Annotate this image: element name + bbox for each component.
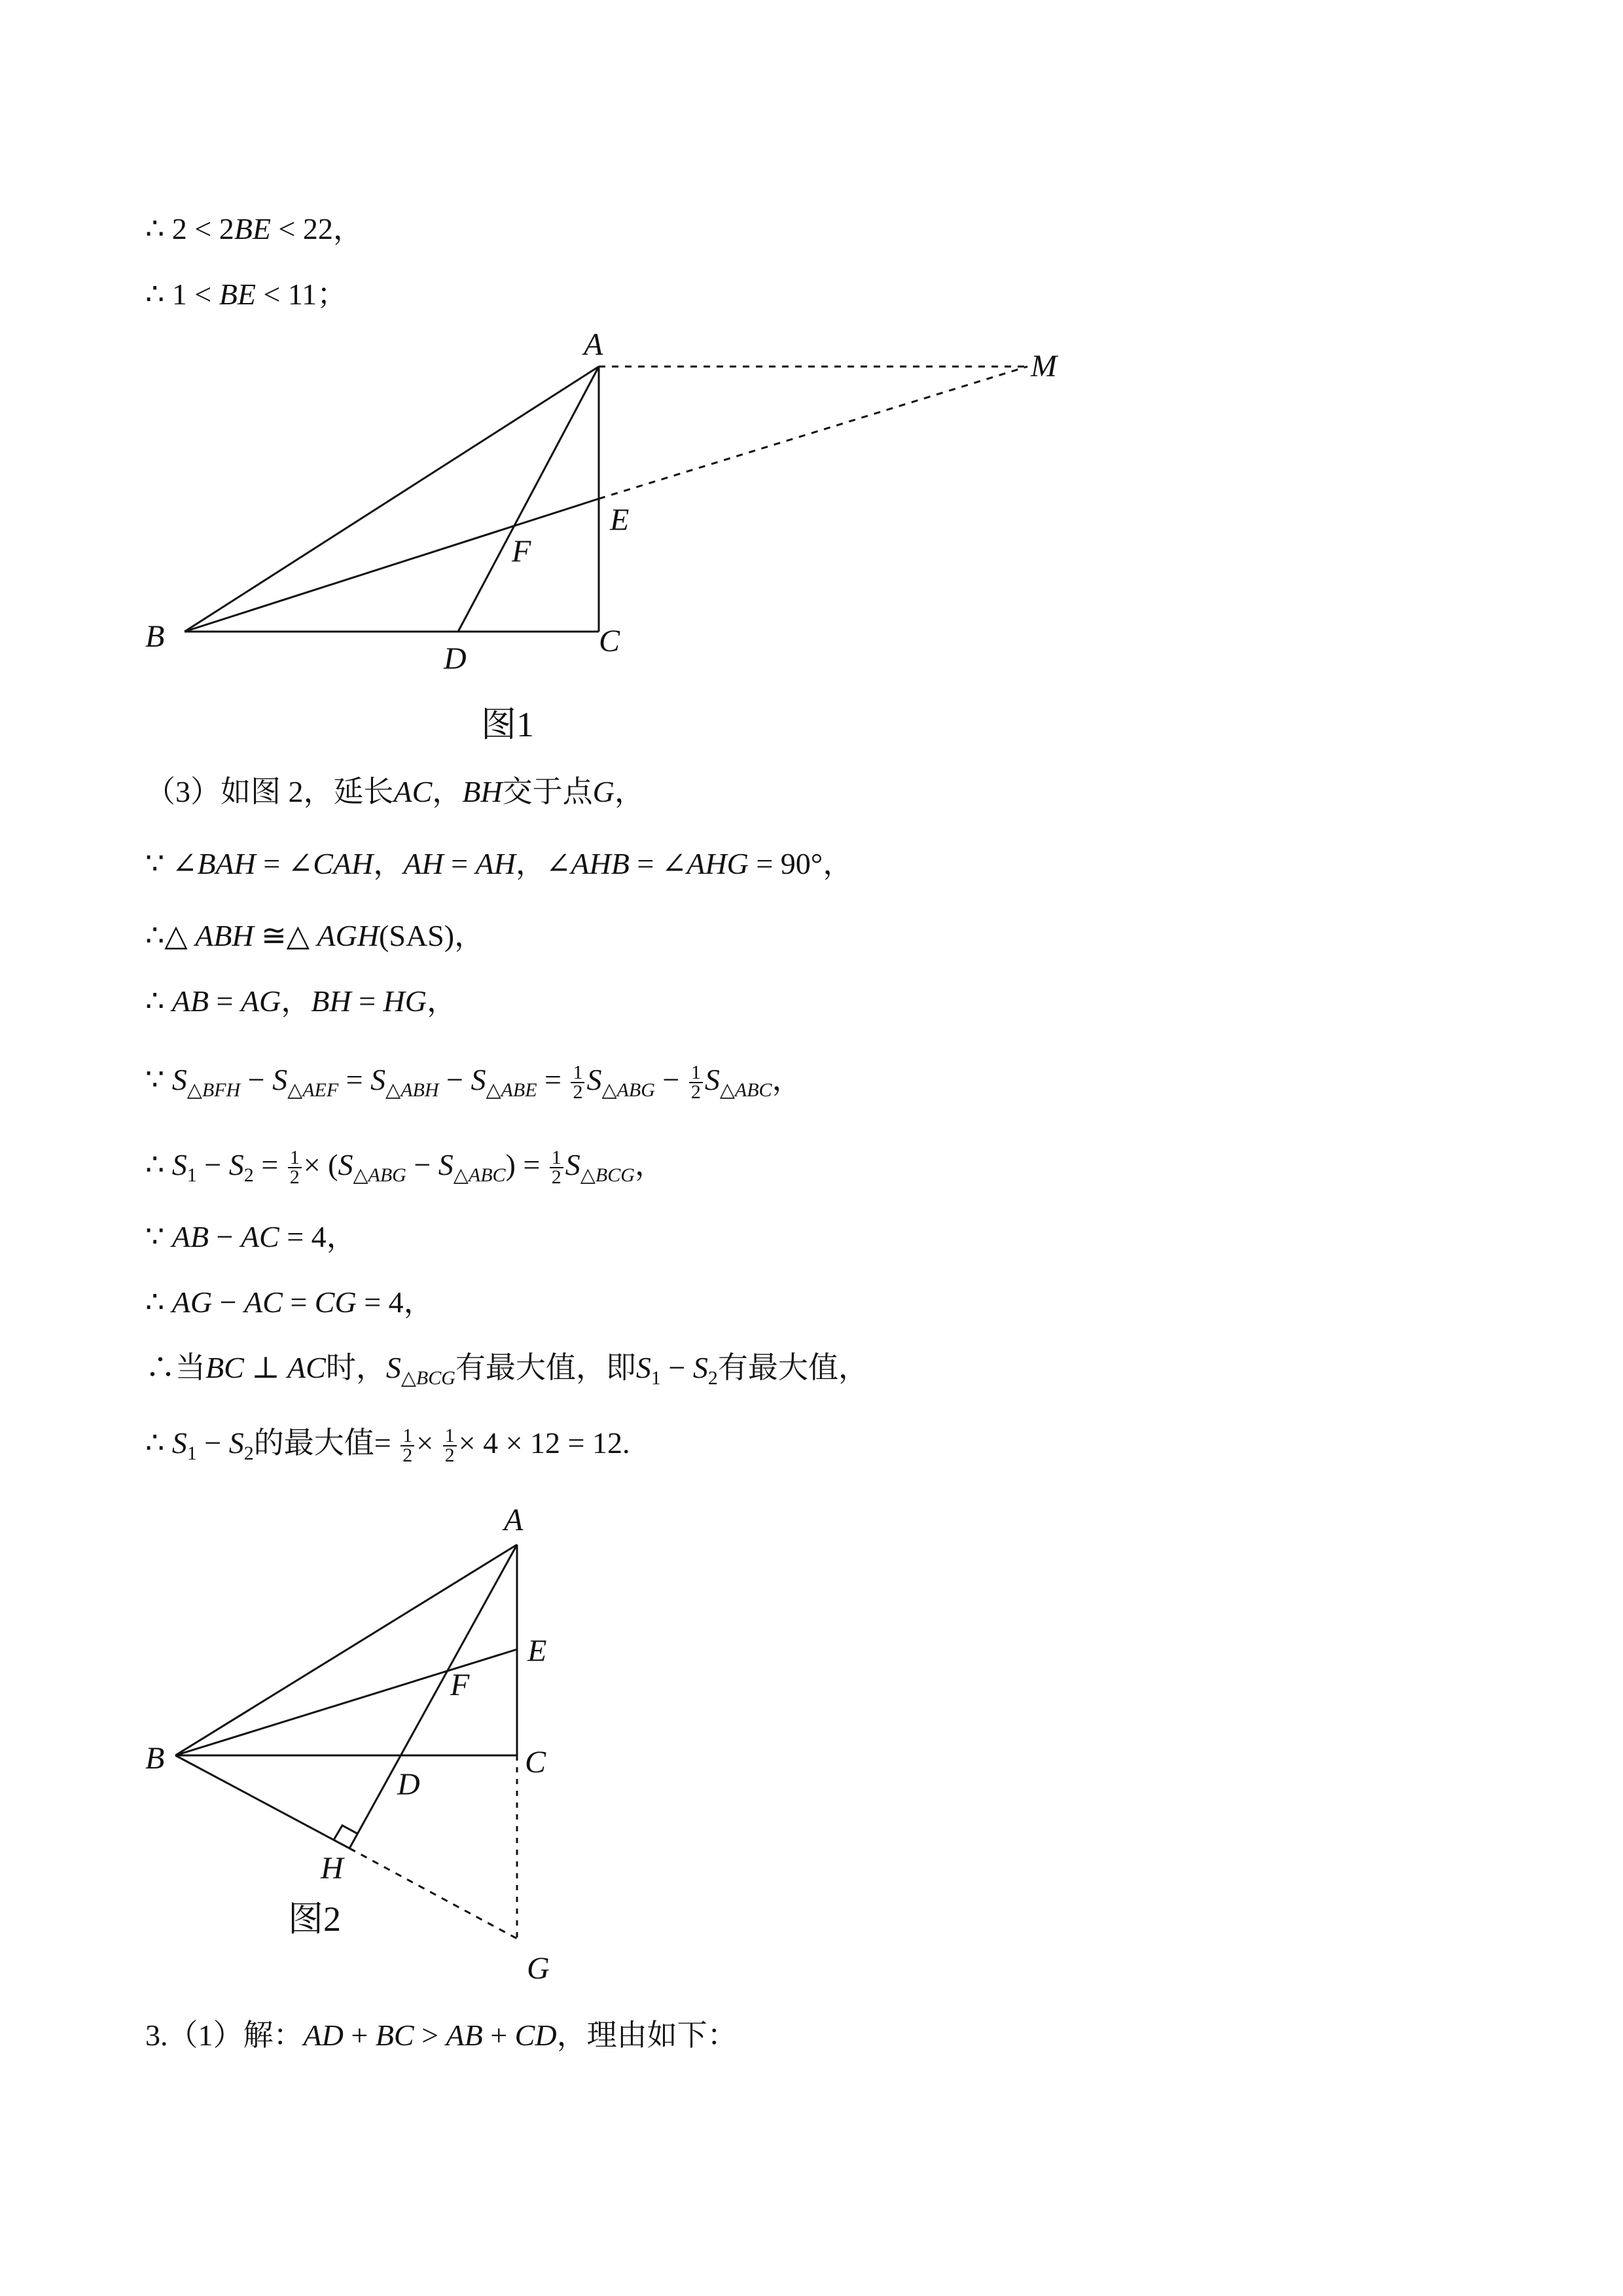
segment-HG	[349, 1848, 517, 1939]
line-1: ∴ 2 < 2BE < 22，	[145, 212, 363, 245]
label-H: H	[321, 1851, 344, 1886]
segment-AB	[185, 367, 599, 632]
line-12: ∴ $S_1 - S_2$的最大值= $\frac{1}{2}$ × $\frac{1}{2}$ × 4 × 12 = 12.	[145, 1425, 630, 1467]
line-2: ∴ 1 < BE < 11；	[145, 278, 348, 311]
figure-1-caption: 图1	[481, 705, 534, 744]
segment-BE	[185, 499, 599, 632]
line-11: ∴当BC ⊥ AC时，$S_{\triangle BCG}$有最大值，即$S_1 - S_2$有最大值，	[145, 1351, 868, 1389]
line-3: （3）如图 2，延长AC，BH交于点G，	[145, 775, 645, 808]
label-B: B	[145, 1741, 165, 1776]
label-D: D	[397, 1767, 420, 1802]
label-E: E	[610, 503, 630, 537]
segment-AD	[458, 367, 599, 632]
line-7: ∵ $S_{\triangle BFH} - S_{\triangle AEF} = S_{\triangle ABH} - S_{\triangle ABE}$ = $\frac{1}{2}$ $S_{\triangle ABG}$ − $\frac{1}{2}$ $S_{\triangle ABC}$，	[145, 1062, 802, 1103]
label-A: A	[504, 1503, 524, 1537]
segment-AH	[349, 1545, 517, 1848]
label-F: F	[512, 534, 531, 569]
line-4: ∵ ∠BAH = ∠CAH，AH = AH，∠AHB = ∠AHG = 90°，	[145, 847, 853, 880]
figure-2-caption: 图2	[288, 1899, 341, 1939]
line-6: ∴ AB = AG，BH = HG，	[145, 984, 457, 1018]
line-5: ∴△ ABH ≅△ AGH(SAS)，	[145, 919, 485, 952]
label-E: E	[527, 1634, 547, 1668]
label-M: M	[1031, 349, 1057, 384]
label-D: D	[444, 641, 467, 676]
label-A: A	[584, 327, 603, 362]
label-C: C	[525, 1745, 546, 1780]
line-8: ∴ $S_1 - S_2$ = $\frac{1}{2}$ × $(S_{\triangle ABG} - S_{\triangle ABC})$ = $\frac{1}{2}$ $S_{\triangle BCG}$，	[145, 1147, 665, 1189]
label-F: F	[450, 1668, 470, 1702]
figure-2	[0, 1499, 1623, 1990]
line-9: ∵ AB − AC = 4，	[145, 1220, 357, 1253]
segment-EM	[599, 367, 1027, 499]
segment-AB	[175, 1545, 517, 1755]
segment-BE	[175, 1649, 517, 1755]
line-10: ∴ AG − AC = CG = 4，	[145, 1285, 434, 1319]
label-C: C	[599, 624, 620, 658]
line-13: 3.（1）解：AD + BC > AB + CD，理由如下：	[145, 2018, 738, 2052]
label-G: G	[527, 1951, 550, 1986]
segment-BH	[175, 1755, 349, 1848]
label-B: B	[145, 619, 165, 654]
